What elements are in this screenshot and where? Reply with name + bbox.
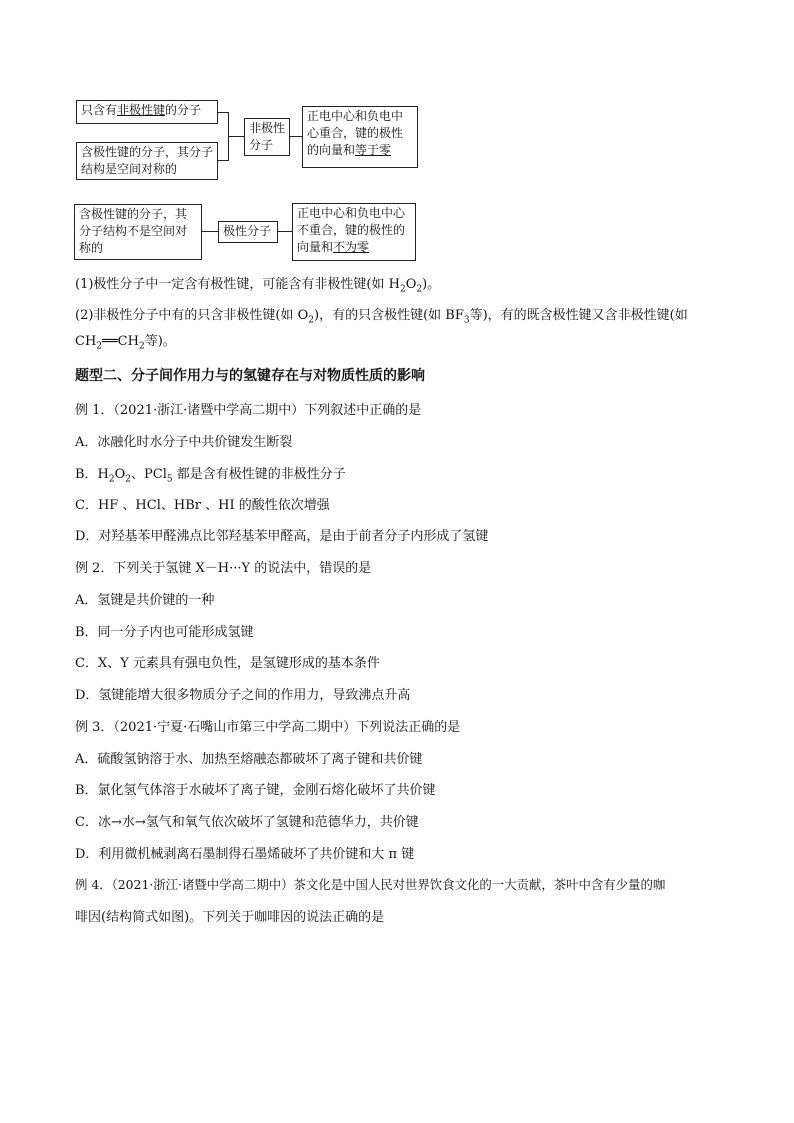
q3-stem: 例 3．（2021·宁夏·石嘴山市第三中学高二期中）下列说法正确的是 — [75, 720, 461, 735]
q1-stem: 例 1．（2021·浙江·诸暨中学高二期中）下列叙述中正确的是 — [75, 403, 422, 418]
connector — [228, 136, 244, 137]
q3-option-b: B．氯化氢气体溶于水破坏了离子键，金刚石熔化破坏了共价键 — [75, 783, 436, 798]
box-polar-explanation: 正电中心和负电中心不重合，键的极性的向量和不为零 — [292, 203, 416, 261]
note-2-continued: $CH_2══CH_2$等)。 — [75, 334, 176, 352]
arrow-line — [278, 231, 292, 232]
q4-stem-line2: 啡因(结构简式如图)。下列关于咖啡因的说法正确的是 — [75, 910, 385, 925]
q2-option-a: A．氢键是共价键的一种 — [75, 593, 215, 608]
section-title: 题型二、分子间作用力与的氢键存在与对物质性质的影响 — [75, 368, 425, 384]
q3-option-c: C．冰→水→氢气和氧气依次破坏了氢键和范德华力，共价键 — [75, 815, 419, 830]
note-1: (1)极性分子中一定含有极性键，可能含有非极性键(如 $H_2O_2$)。 — [75, 277, 441, 295]
q2-option-b: B．同一分子内也可能形成氢键 — [75, 625, 254, 640]
q3-option-a: A．硫酸氢钠溶于水、加热至熔融态都破坏了离子键和共价键 — [75, 752, 423, 767]
q2-stem: 例 2．下列关于氢键 X－H···Y 的说法中，错误的是 — [75, 561, 372, 576]
connector — [218, 160, 228, 161]
box-nonpolar-explanation: 正电中心和负电中心重合，键的极性的向量和等于零 — [302, 106, 418, 168]
q1-option-d: D．对羟基苯甲醛沸点比邻羟基苯甲醛高，是由于前者分子内形成了氢键 — [75, 529, 489, 544]
q4-stem-line1: 例 4．（2021·浙江·诸暨中学高二期中）茶文化是中国人民对世界饮食文化的一大贡献，茶叶中含有少量的咖 — [75, 877, 666, 892]
q2-option-d: D．氢键能增大很多物质分子之间的作用力，导致沸点升高 — [75, 688, 411, 703]
box-polar-symmetric: 含极性键的分子，其分子结构是空间对称的 — [76, 142, 218, 180]
box-polar-asymmetric: 含极性键的分子，其分子结构不是空间对称的 — [74, 204, 202, 260]
arrow-line — [202, 231, 218, 232]
q1-option-c: C．HF 、HCl、HBr 、HI 的酸性依次增强 — [75, 498, 330, 513]
box-nonpolar-molecule: 非极性分子 — [244, 118, 290, 156]
box-only-nonpolar-bonds: 只含有非极性键的分子 — [76, 100, 218, 124]
q2-option-c: C．X、Y 元素具有强电负性，是氢键形成的基本条件 — [75, 656, 380, 671]
connector — [218, 112, 228, 113]
q1-option-a: A．冰融化时水分子中共价键发生断裂 — [75, 435, 293, 450]
arrow-line — [290, 136, 302, 137]
note-2: (2)非极性分子中有的只含非极性键(如 $O_2$)，有的只含极性键(如 $BF_3$等)，有的既含极性键又含非极性键(如 — [75, 308, 688, 326]
box-polar-molecule: 极性分子 — [218, 221, 278, 243]
q1-option-b: B．$H_2O_2$、PCl$_5$ 都是含有极性键的非极性分子 — [75, 467, 346, 485]
q3-option-d: D．利用微机械剥离石墨制得石墨烯破坏了共价键和大 π 键 — [75, 847, 415, 862]
